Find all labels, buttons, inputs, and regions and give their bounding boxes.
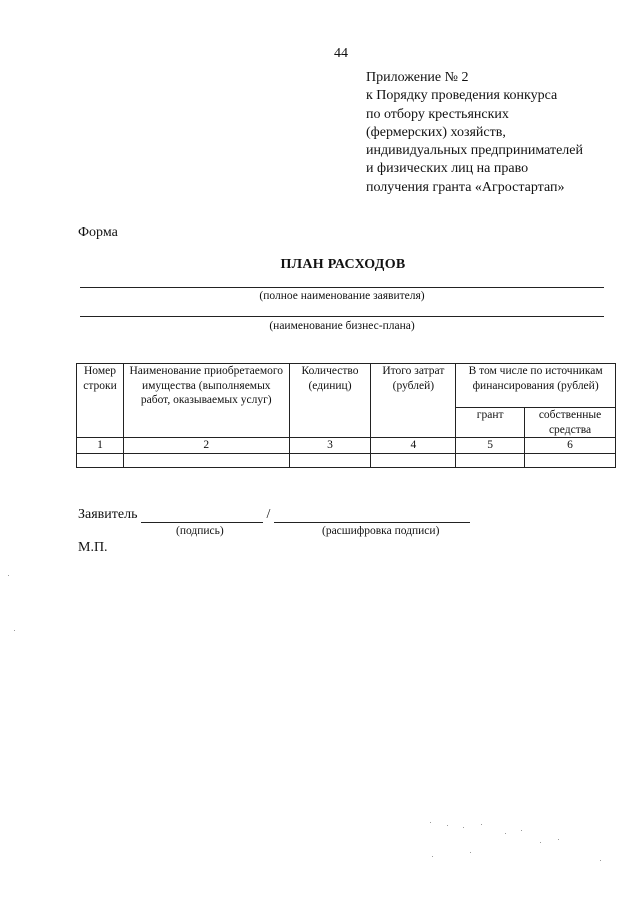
column-number: 1: [77, 438, 124, 454]
appendix-line: к Порядку проведения конкурса: [366, 88, 558, 104]
scan-speck: [505, 833, 506, 834]
header-quantity: Количество (единиц): [289, 364, 371, 438]
signature-line: [78, 507, 470, 523]
scan-speck: [463, 827, 464, 828]
applicant-label: Заявитель: [78, 507, 138, 522]
expenses-table: [76, 363, 616, 468]
document-title: ПЛАН РАСХОДОВ: [280, 257, 406, 272]
header-grant: грант: [456, 408, 525, 438]
scan-speck: [558, 839, 559, 840]
signature-decoding-blank: [274, 508, 470, 523]
scan-speck: [470, 852, 471, 853]
signature-decoding-caption: (расшифровка подписи): [322, 525, 440, 537]
scan-speck: [8, 575, 9, 576]
stamp-label: М.П.: [78, 540, 108, 555]
signature-caption: (подпись): [176, 525, 224, 537]
table-cell: [456, 453, 525, 467]
header-total: Итого затрат (рублей): [371, 364, 456, 438]
header-funding-sources: В том числе по источникам финансирования (рублей): [456, 364, 616, 408]
column-number: 5: [456, 438, 525, 454]
appendix-line: Приложение № 2: [366, 70, 469, 85]
appendix-block: [366, 69, 628, 197]
scan-speck: [430, 822, 431, 823]
applicant-name-line: [80, 287, 604, 288]
scan-speck: [432, 856, 433, 857]
header-row-number: Номер строки: [77, 364, 124, 438]
business-plan-line: [80, 316, 604, 317]
column-number: 3: [289, 438, 371, 454]
appendix-line: получения гранта «Агростартап»: [366, 179, 565, 195]
scan-speck: [14, 630, 15, 631]
table-row: [77, 453, 616, 467]
header-item-name: Наименование приобретаемого имущества (выполняемых работ, оказываемых услуг): [123, 364, 289, 438]
table-cell: [77, 453, 124, 467]
header-own-funds: собственные средства: [525, 408, 616, 438]
column-number: 2: [123, 438, 289, 454]
page-number: 44: [334, 46, 348, 61]
table-cell: [525, 453, 616, 467]
signature-separator: /: [266, 507, 271, 522]
scan-speck: [540, 842, 541, 843]
table-numbering-row: [77, 438, 616, 454]
appendix-line: по отбору крестьянских: [366, 106, 509, 122]
scan-speck: [481, 824, 482, 825]
form-label: Форма: [78, 225, 118, 240]
column-number: 6: [525, 438, 616, 454]
applicant-caption: (полное наименование заявителя): [259, 290, 425, 302]
column-number: 4: [371, 438, 456, 454]
scan-speck: [600, 860, 601, 861]
table-cell: [289, 453, 371, 467]
appendix-line: (фермерских) хозяйств,: [366, 124, 506, 140]
appendix-line: индивидуальных предпринимателей: [366, 143, 583, 159]
table-cell: [123, 453, 289, 467]
signature-blank: [141, 508, 263, 523]
table-cell: [371, 453, 456, 467]
scan-speck: [521, 830, 522, 831]
scan-speck: [447, 825, 448, 826]
business-plan-caption: (наименование бизнес-плана): [269, 320, 415, 332]
table-header-row: [77, 364, 616, 408]
appendix-line: и физических лиц на право: [366, 161, 529, 177]
